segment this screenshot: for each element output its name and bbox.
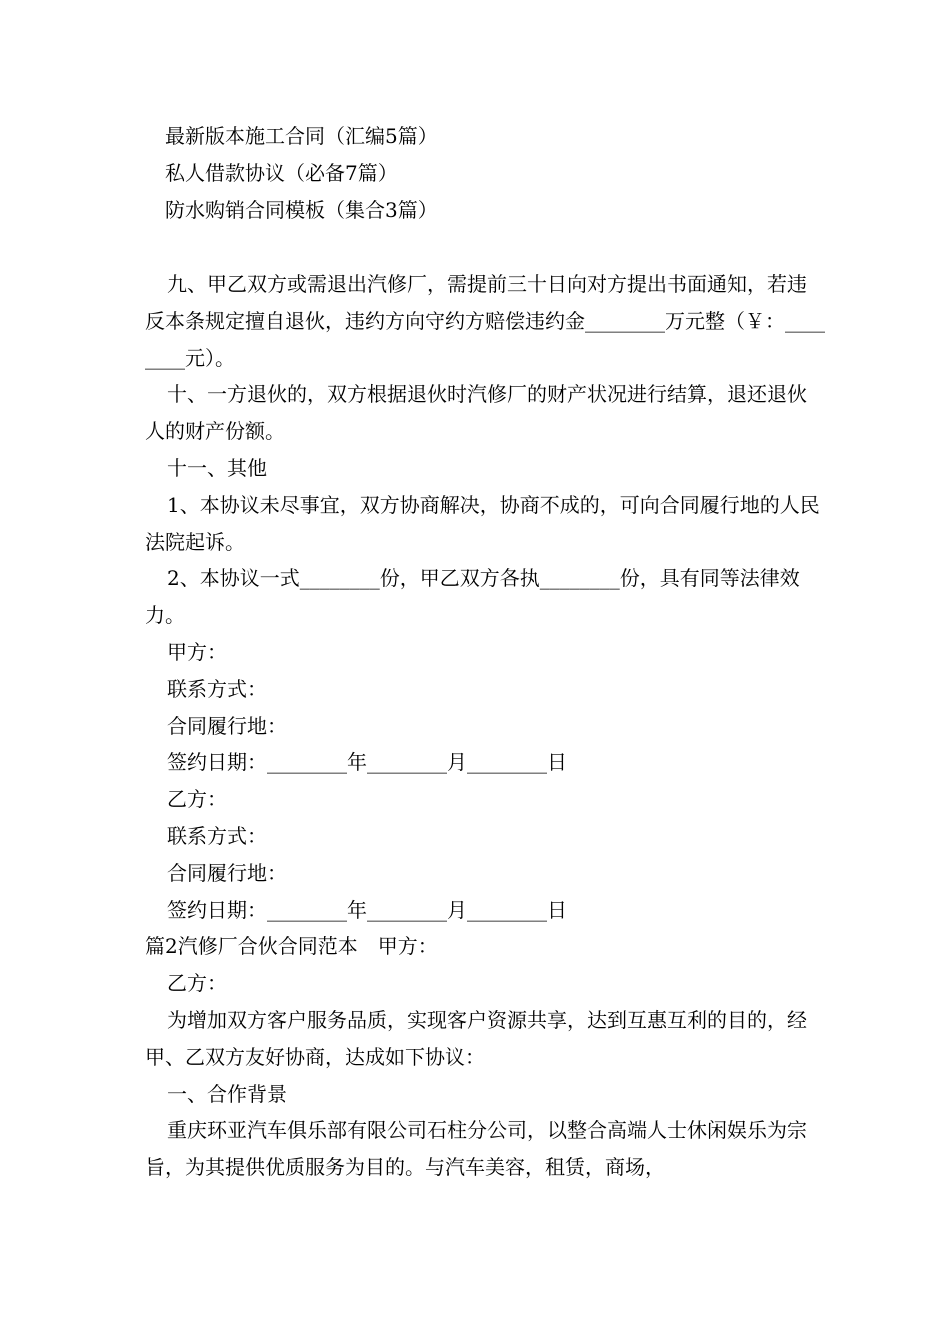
section-two-title: 篇2汽修厂合伙合同范本 甲方： bbox=[145, 934, 438, 959]
related-link[interactable]: 防水购销合同模板（集合3篇） bbox=[165, 198, 438, 222]
party-a-label: 甲方： bbox=[167, 639, 227, 664]
clause-eleven-item-2: 2、本协议一式________份，甲乙双方各执________份，具有同等法律效力。 bbox=[145, 566, 800, 628]
party-a-sign-date: 签约日期：________年________月________日 bbox=[167, 750, 567, 775]
related-documents-list bbox=[165, 118, 825, 229]
party-b-place: 合同履行地： bbox=[167, 860, 287, 885]
section-two-intro: 为增加双方客户服务品质，实现客户资源共享，达到互惠互利的目的，经甲、乙双方友好协商，达成如下协议： bbox=[145, 1007, 807, 1069]
clause-eleven-item-1: 1、本协议未尽事宜，双方协商解决，协商不成的，可向合同履行地的人民法院起诉。 bbox=[145, 492, 820, 554]
clause-nine: 九、甲乙双方或需退出汽修厂，需提前三十日向对方提出书面通知，若违反本条规定擅自退伙，违约方向守约方赔偿违约金________万元整（￥：________元）。 bbox=[145, 272, 825, 370]
contract-body bbox=[145, 266, 825, 1186]
clause-eleven-heading: 十一、其他 bbox=[167, 455, 267, 480]
cooperation-background-heading: 一、合作背景 bbox=[167, 1081, 287, 1106]
related-link[interactable]: 最新版本施工合同（汇编5篇） bbox=[165, 124, 438, 148]
party-a-place: 合同履行地： bbox=[167, 713, 287, 738]
cooperation-background-text: 重庆环亚汽车俱乐部有限公司石柱分公司，以整合高端人士休闲娱乐为宗旨，为其提供优质服务为目的。与汽车美容，租赁，商场， bbox=[145, 1118, 807, 1180]
party-b-sign-date: 签约日期：________年________月________日 bbox=[167, 897, 567, 922]
party-b-contact: 联系方式： bbox=[167, 823, 267, 848]
section-two-party-b: 乙方： bbox=[167, 971, 227, 996]
related-link[interactable]: 私人借款协议（必备7篇） bbox=[165, 161, 398, 185]
clause-ten: 十、一方退伙的，双方根据退伙时汽修厂的财产状况进行结算，退还退伙人的财产份额。 bbox=[145, 382, 807, 444]
party-a-contact: 联系方式： bbox=[167, 676, 267, 701]
party-b-label: 乙方： bbox=[167, 787, 227, 812]
